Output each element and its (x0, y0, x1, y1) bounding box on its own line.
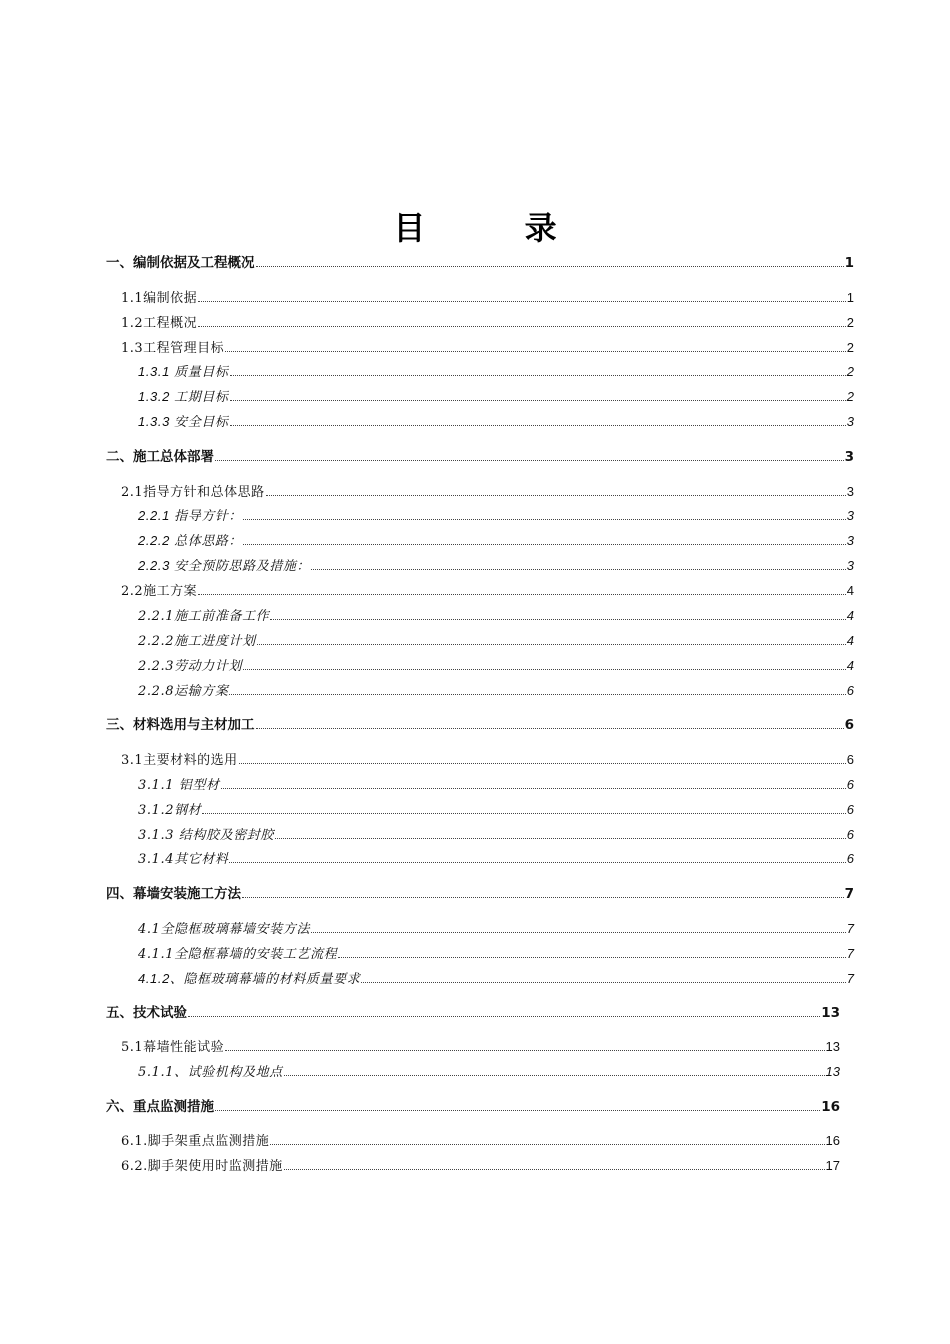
toc-entry-page-number: 16 (821, 1099, 840, 1115)
dot-leader (221, 787, 846, 789)
toc-entry-label: 4.1.1全隐框幕墙的安装工艺流程 (138, 947, 338, 962)
toc-entry[interactable] (138, 775, 854, 795)
toc-entry-label: 3.1.3 结构胶及密封胶 (138, 828, 275, 843)
dot-leader (198, 325, 846, 327)
toc-entry-label: 5.1.1、试验机构及地点 (138, 1065, 283, 1080)
toc-entry-page-number: 3 (846, 484, 854, 499)
toc-entry-label: 四、幕墙安装施工方法 (106, 886, 241, 902)
toc-entry-page-number: 2 (846, 315, 854, 330)
dot-leader (311, 931, 846, 933)
dot-leader (284, 1168, 825, 1170)
toc-entry-label: 2.2.1 指导方针： (138, 508, 243, 523)
toc-entry-page-number: 2 (846, 389, 854, 404)
toc-entry-label: 2.2.2 总体思路： (138, 533, 243, 548)
toc-entry-label: 五、技术试验 (106, 1005, 187, 1021)
dot-leader (229, 693, 845, 695)
dot-leader (198, 593, 846, 595)
dot-leader (229, 861, 845, 863)
toc-entry-label: 2.2.3劳动力计划 (138, 659, 243, 674)
toc-entry-label: 1.3.2 工期目标 (138, 389, 229, 404)
toc-entry-label: 2.2施工方案 (121, 584, 198, 599)
toc-entry-label: 2.1指导方针和总体思路 (121, 485, 265, 500)
toc-entry[interactable] (138, 681, 854, 701)
toc-entry[interactable] (138, 825, 854, 845)
toc-entry-page-number: 1 (846, 290, 854, 305)
toc-entry-label: 2.2.8运输方案 (138, 684, 229, 699)
toc-entry-page-number: 3 (846, 558, 854, 573)
dot-leader (270, 618, 845, 620)
toc-entry-page-number: 4 (846, 633, 854, 648)
toc-entry-label: 1.1编制依据 (121, 291, 198, 306)
toc-entry-page-number: 3 (846, 414, 854, 429)
toc-entry[interactable] (138, 656, 854, 676)
toc-entry[interactable] (138, 944, 854, 964)
toc-entry[interactable] (121, 750, 854, 770)
toc-entry-page-number: 2 (846, 340, 854, 355)
dot-leader (215, 459, 844, 461)
toc-entry[interactable] (138, 531, 854, 551)
toc-entry-label: 1.3.3 安全目标 (138, 414, 229, 429)
toc-entry[interactable] (138, 1062, 840, 1082)
toc-entry-page-number: 6 (846, 827, 854, 842)
dot-leader (215, 1109, 820, 1111)
toc-entry-page-number: 16 (825, 1133, 840, 1148)
toc-entry-page-number: 7 (846, 946, 854, 961)
toc-entry[interactable] (121, 581, 854, 601)
dot-leader (230, 374, 846, 376)
toc-entry[interactable] (121, 1037, 840, 1057)
toc-entry-label: 1.2工程概况 (121, 316, 198, 331)
toc-entry[interactable] (121, 1156, 840, 1176)
dot-leader (284, 1074, 825, 1076)
toc-entry-label: 2.2.2施工进度计划 (138, 634, 256, 649)
dot-leader (202, 812, 845, 814)
dot-leader (270, 1143, 824, 1145)
dot-leader (266, 494, 846, 496)
toc-entry[interactable] (138, 412, 854, 432)
toc-entry-label: 1.3.1 质量目标 (138, 364, 229, 379)
dot-leader (230, 424, 846, 426)
toc-entry-label: 一、编制依据及工程概况 (106, 255, 255, 271)
toc-entry[interactable] (138, 800, 854, 820)
toc-entry[interactable] (138, 606, 854, 626)
toc-entry-label: 3.1.2钢材 (138, 803, 202, 818)
toc-entry[interactable] (138, 969, 854, 989)
toc-entry[interactable] (121, 482, 854, 502)
dot-leader (225, 1049, 824, 1051)
toc-entry[interactable] (121, 1131, 840, 1151)
toc-entry-page-number: 6 (844, 717, 854, 733)
toc-entry-label: 3.1.4其它材料 (138, 852, 229, 867)
toc-entry-label: 3.1主要材料的选用 (121, 753, 238, 768)
toc-entry[interactable] (121, 288, 854, 308)
toc-entry[interactable] (121, 313, 854, 333)
dot-leader (188, 1015, 820, 1017)
toc-entry-page-number: 6 (846, 777, 854, 792)
toc-entry-label: 4.1.2、隐框玻璃幕墙的材料质量要求 (138, 971, 361, 986)
dot-leader (243, 543, 846, 545)
toc-entry-label: 三、材料选用与主材加工 (106, 717, 255, 733)
toc-entry-page-number: 3 (844, 449, 854, 465)
dot-leader (256, 727, 844, 729)
toc-entry-label: 4.1全隐框玻璃幕墙安装方法 (138, 922, 311, 937)
toc-entry[interactable] (106, 253, 854, 273)
toc-entry-page-number: 17 (825, 1158, 840, 1173)
toc-entry[interactable] (138, 631, 854, 651)
toc-entry-label: 6.1.脚手架重点监测措施 (121, 1134, 270, 1149)
toc-entry-page-number: 6 (846, 752, 854, 767)
toc-entry-page-number: 3 (846, 533, 854, 548)
toc-entry[interactable] (138, 849, 854, 869)
dot-leader (275, 837, 846, 839)
dot-leader (225, 350, 846, 352)
toc-entry-page-number: 3 (846, 508, 854, 523)
dot-leader (243, 668, 846, 670)
toc-entry-page-number: 4 (846, 658, 854, 673)
dot-leader (256, 265, 844, 267)
toc-entry[interactable] (106, 447, 854, 467)
toc-entry-page-number: 6 (846, 683, 854, 698)
toc-entry[interactable] (106, 715, 854, 735)
toc-entry-page-number: 2 (846, 364, 854, 379)
dot-leader (230, 399, 846, 401)
toc-entry-page-number: 7 (846, 971, 854, 986)
toc-entry-label: 六、重点监测措施 (106, 1099, 214, 1115)
toc-entry-label: 5.1幕墙性能试验 (121, 1040, 225, 1055)
toc-entry-page-number: 7 (846, 921, 854, 936)
toc-entry-page-number: 6 (846, 802, 854, 817)
toc-entry-label: 3.1.1 铝型材 (138, 778, 220, 793)
toc-entry[interactable] (138, 506, 854, 526)
toc-title: 目 录 (393, 209, 601, 247)
dot-leader (361, 981, 845, 983)
toc-entry-label: 6.2.脚手架使用时监测措施 (121, 1159, 283, 1174)
toc-entry-page-number: 13 (821, 1005, 840, 1021)
dot-leader (239, 762, 846, 764)
toc-entry-page-number: 13 (825, 1039, 840, 1054)
toc-entry-label: 2.2.3 安全预防思路及措施： (138, 558, 311, 573)
toc-entry[interactable] (138, 556, 854, 576)
toc-entry-page-number: 4 (846, 608, 854, 623)
dot-leader (257, 643, 846, 645)
toc-entry-page-number: 1 (844, 255, 854, 271)
dot-leader (311, 568, 846, 570)
toc-entry[interactable] (106, 1097, 840, 1117)
toc-entry[interactable] (106, 1003, 840, 1023)
dot-leader (338, 956, 845, 958)
toc-entry-page-number: 13 (825, 1064, 840, 1079)
toc-entry[interactable] (138, 919, 854, 939)
toc-entry-page-number: 4 (846, 583, 854, 598)
toc-entry[interactable] (138, 387, 854, 407)
toc-entry-label: 1.3工程管理目标 (121, 341, 225, 356)
dot-leader (243, 518, 846, 520)
toc-entry-label: 二、施工总体部署 (106, 449, 214, 465)
toc-entry[interactable] (138, 362, 854, 382)
dot-leader (242, 896, 844, 898)
toc-entry-page-number: 6 (846, 851, 854, 866)
toc-entry[interactable] (121, 338, 854, 358)
toc-entry[interactable] (106, 884, 854, 904)
toc-entry-page-number: 7 (844, 886, 854, 902)
toc-entry-label: 2.2.1施工前准备工作 (138, 609, 270, 624)
dot-leader (198, 300, 846, 302)
